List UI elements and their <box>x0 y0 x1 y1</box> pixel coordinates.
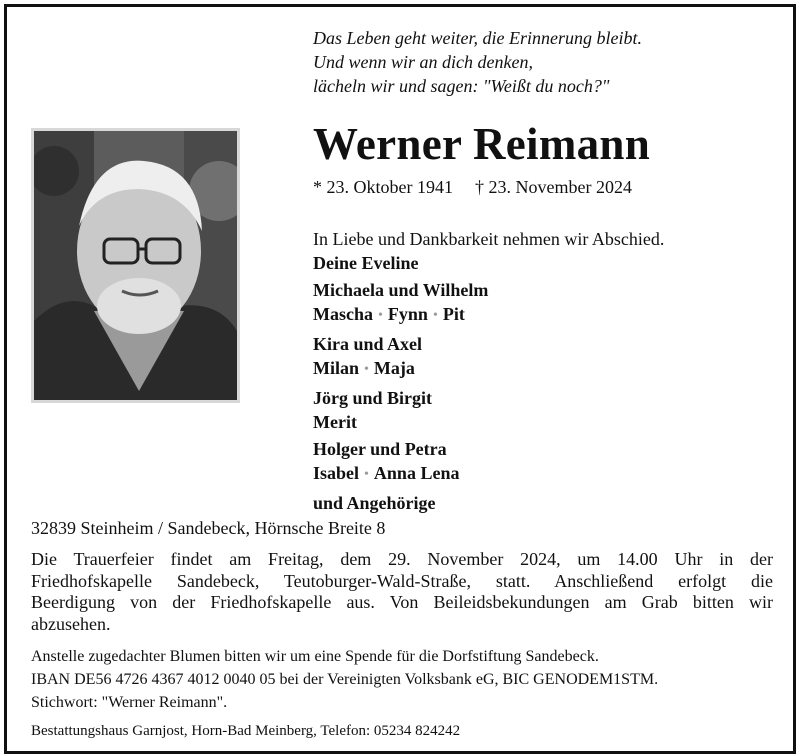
mourner-name: Fynn <box>387 304 428 324</box>
mourner-line: und Angehörige <box>313 493 436 513</box>
mourner-line <box>313 302 753 329</box>
mourner-group <box>313 278 753 329</box>
mourner-group <box>313 386 753 434</box>
mourner-name: Pit <box>442 304 465 324</box>
separator-dot: • <box>364 467 369 482</box>
mourner-name: Mascha <box>313 304 373 324</box>
birth-date: * 23. Oktober 1941 <box>313 177 453 197</box>
service-info <box>31 549 773 635</box>
service-line: abzusehen. <box>31 613 111 634</box>
mourner-line: Deine Eveline <box>313 253 419 273</box>
mourner-line <box>313 461 753 488</box>
mourner-name: Milan <box>313 358 360 378</box>
mourner-group <box>313 437 753 488</box>
mourners-list <box>313 251 753 518</box>
mourner-line: Michaela und Wilhelm <box>313 280 489 300</box>
mourner-line: Holger und Petra <box>313 439 447 459</box>
donation-line: IBAN DE56 4726 4367 4012 0040 05 bei der Vereinigten Volksbank eG, BIC GENODEM1STM. <box>31 671 659 688</box>
donation-line: Anstelle zugedachter Blumen bitten wir um eine Spende für die Dorfstiftung Sandebeck. <box>31 648 599 665</box>
donation-info <box>31 645 776 714</box>
funeral-home-footer: Bestattungshaus Garnjost, Horn-Bad Meinberg, Telefon: 05234 824242 <box>31 723 461 739</box>
mourner-name: Isabel <box>313 463 360 483</box>
death-date: † 23. November 2024 <box>474 177 632 197</box>
poem-line: Das Leben geht weiter, die Erinnerung bleibt. <box>313 28 642 48</box>
mourner-line: Kira und Axel <box>313 334 423 354</box>
mourner-line: Jörg und Birgit <box>313 388 433 408</box>
poem-line: Und wenn wir an dich denken, <box>313 52 533 72</box>
mourner-line <box>313 356 753 383</box>
mourner-group <box>313 332 753 383</box>
deceased-name: Werner Reimann <box>313 119 651 169</box>
separator-dot: • <box>364 362 369 377</box>
mourner-name: Maja <box>373 358 415 378</box>
service-line: Beerdigung von der Friedhofskapelle aus. Von Beileidsbekundungen am Grab bitten wir <box>31 592 773 612</box>
service-line: Die Trauerfeier findet am Freitag, dem 29. November 2024, um 14.00 Uhr in der <box>31 549 773 569</box>
poem <box>313 26 783 98</box>
mourner-group <box>313 251 753 275</box>
portrait-photo <box>31 128 240 403</box>
mourner-group <box>313 491 753 515</box>
separator-dot: • <box>432 308 438 323</box>
farewell-intro: In Liebe und Dankbarkeit nehmen wir Abschied. <box>313 229 665 249</box>
life-dates <box>313 175 632 199</box>
separator-dot: • <box>378 308 383 323</box>
donation-line: Stichwort: "Werner Reimann". <box>31 694 228 711</box>
poem-line: lächeln wir und sagen: "Weißt du noch?" <box>313 76 610 96</box>
mourner-line: Merit <box>313 412 357 432</box>
mourner-name: Anna Lena <box>373 463 460 483</box>
service-line: Friedhofskapelle Sandebeck, Teutoburger-Wald-Straße, statt. Anschließend erfolgt die <box>31 570 773 591</box>
family-address: 32839 Steinheim / Sandebeck, Hörnsche Breite 8 <box>31 518 386 538</box>
portrait-photo-icon <box>34 131 237 400</box>
